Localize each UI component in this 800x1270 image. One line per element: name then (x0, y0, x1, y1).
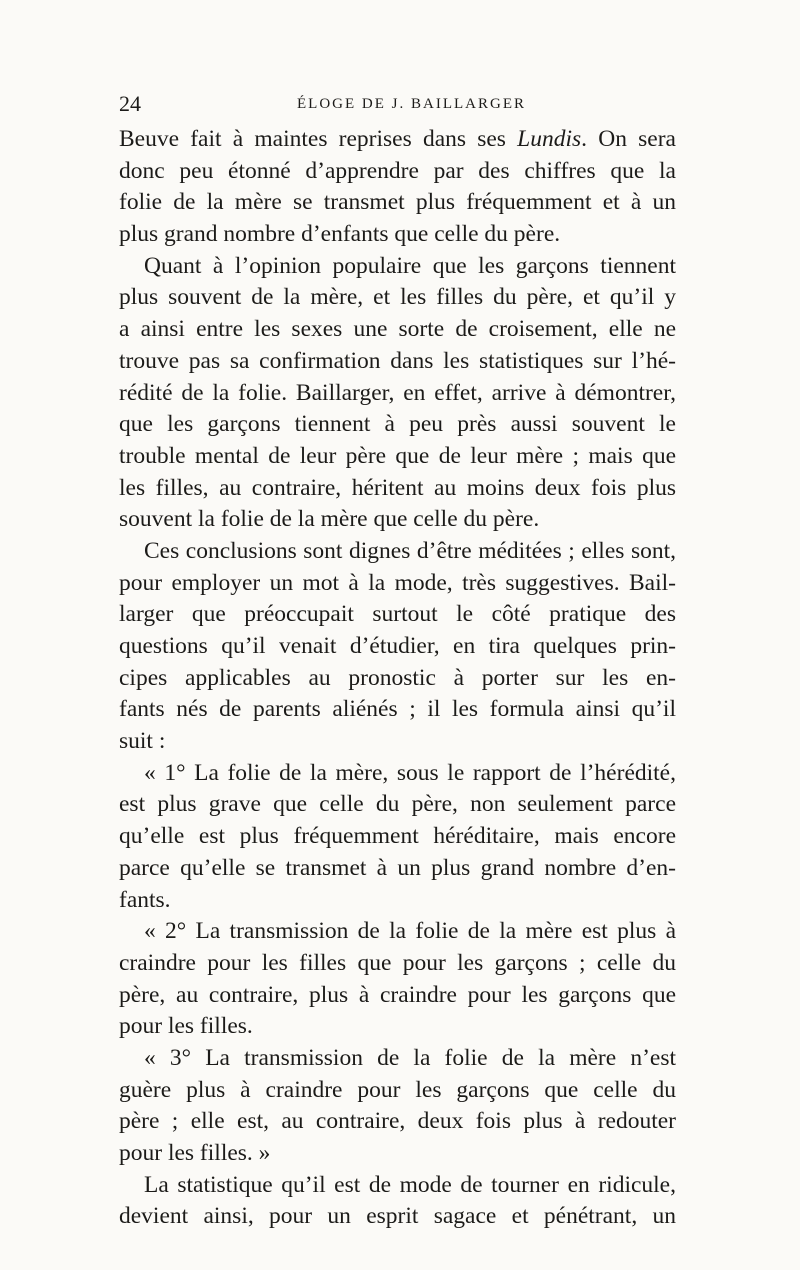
text-line: pour les filles. (119, 1013, 253, 1040)
text-line: souvent la folie de la mère que celle du père. (119, 506, 540, 533)
text-line: Ces conclusions sont dignes d’être méditées ; elles sont, (144, 537, 676, 564)
text-line: plus souvent de la mère, et les filles du père, et qu’il y (119, 284, 676, 311)
text-line: fants. (119, 886, 171, 913)
text-line: pour employer un mot à la mode, très suggestives. Bail- (119, 569, 676, 596)
text-line: rédité de la folie. Baillarger, en effet, arrive à démontrer, (119, 379, 676, 406)
text-line: larger que préoccupait surtout le côté pratique des (119, 601, 676, 628)
body-text (119, 124, 676, 1233)
text-line: père ; elle est, au contraire, deux fois plus à redouter (119, 1108, 676, 1135)
text-line: plus grand nombre d’enfants que celle du père. (119, 221, 561, 248)
text-line: La statistique qu’il est de mode de tourner en ridicule, (144, 1171, 676, 1198)
italic-title: Lundis (517, 126, 582, 152)
text-line: trouve pas sa confirmation dans les statistiques sur l’hé- (119, 347, 676, 374)
text-line: les filles, au contraire, héritent au moins deux fois plus (119, 474, 676, 501)
text-line: père, au contraire, plus à craindre pour les garçons que (119, 981, 676, 1008)
text-line: parce qu’elle se transmet à un plus grand nombre d’en- (119, 854, 676, 881)
text-line: cipes applicables au pronostic à porter sur les en- (119, 664, 676, 691)
text-line: « 2° La transmission de la folie de la mère est plus à (144, 918, 676, 945)
page-number: 24 (119, 91, 141, 116)
page-header (119, 90, 676, 118)
text-line: suit : (119, 728, 166, 755)
text-line: Quant à l’opinion populaire que les garçons tiennent (144, 252, 676, 279)
text-line: que les garçons tiennent à peu près aussi souvent le (119, 411, 676, 438)
text-line: devient ainsi, pour un esprit sagace et pénétrant, un (119, 1203, 676, 1230)
text-line: « 1° La folie de la mère, sous le rapport de l’hérédité, (144, 759, 676, 786)
text-line: est plus grave que celle du père, non seulement parce (119, 791, 676, 818)
text-line: a ainsi entre les sexes une sorte de croisement, elle ne (119, 316, 676, 343)
text-line: craindre pour les filles que pour les garçons ; celle du (119, 949, 676, 976)
text-line: pour les filles. » (119, 1140, 271, 1166)
text-line: fants nés de parents aliénés ; il les formula ainsi qu’il (119, 696, 676, 723)
text-line: « 3° La transmission de la folie de la mère n’est (144, 1044, 676, 1071)
text-line: trouble mental de leur père que de leur mère ; mais que (119, 442, 676, 469)
text-line: questions qu’il venait d’étudier, en tira quelques prin- (119, 633, 676, 659)
running-title: ÉLOGE DE J. BAILLARGER (297, 96, 526, 112)
text-line: qu’elle est plus fréquemment héréditaire, mais encore (119, 823, 676, 850)
text-line: donc peu étonné d’apprendre par des chiffres que la (119, 157, 676, 184)
text-line: folie de la mère se transmet plus fréquemment et à un (119, 189, 676, 216)
text-line: Beuve fait à maintes reprises dans ses Lundis. On sera (119, 126, 676, 152)
text-line: guère plus à craindre pour les garçons que celle du (119, 1076, 676, 1103)
